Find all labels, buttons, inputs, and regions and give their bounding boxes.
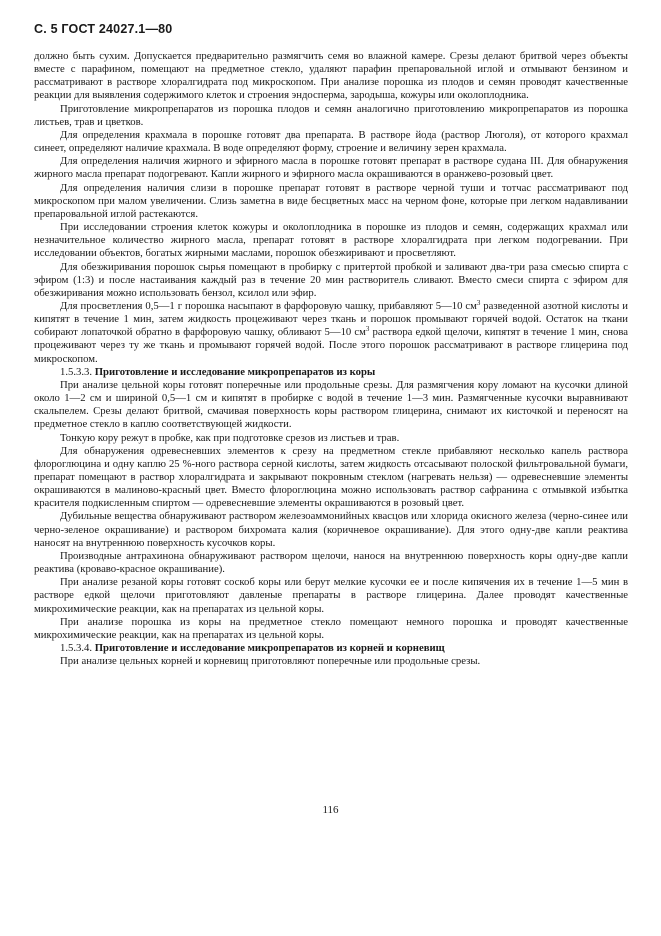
section-number: 1.5.3.3.: [60, 365, 93, 378]
section-heading: [34, 642, 628, 655]
document-body: [34, 50, 628, 668]
paragraph: Дубильные вещества обнаруживают раствором железоаммонийных квасцов или хлорида окисного железа (черно-синее или черно-зеленое окрашивание) и раствором бихромата калия (коричневое окрашивание). Для этого одну-две капли реактива наносят на внутреннюю поверхность кусочков коры.: [34, 510, 628, 549]
paragraph: Для определения наличия слизи в порошке препарат готовят в растворе черной туши и тотчас рассматривают под микроскопом при малом увеличении. Слизь заметна в виде бесцветных масс на черном фоне, которые при легком надавливании препаровальной иглой растекаются.: [34, 181, 628, 220]
page-header: С. 5 ГОСТ 24027.1—80: [34, 22, 173, 36]
section-heading: [34, 366, 628, 379]
superscript: 3: [476, 298, 481, 307]
paragraph: Для обнаружения одревесневших элементов к срезу на предметном стекле прибавляют несколько капель раствора флороглюцина и одну каплю 25 %-ного раствора серной кислоты, затем жидкость отсасывают полоской фильтровальной бумаги, препарат помещают в раствор хлоралгидрата и закрывают покровным стеклом (нагревать нельзя) — одревесневшие элементы окрашиваются в малиново-красный цвет. Вместо флороглюцина можно использовать раствор сафранина с отмывкой избытка красителя подкисленным спиртом — одревесневшие элементы окрашиваются в розовый цвет.: [34, 444, 628, 510]
paragraph: Приготовление микропрепаратов из порошка плодов и семян аналогично приготовлению микропрепаратов из порошка листьев, трав и цветков.: [34, 102, 628, 128]
paragraph-text: разведенной азотной кислоты и кипятят в течение 1 мин, затем жидкость процеживают через ткань и порошок промывают горячей водой. Остаток на ткани собирают лопаточкой обратно в фарфоровую чашку, обливают 5—10 см: [34, 299, 628, 339]
superscript: 3: [365, 325, 370, 334]
paragraph: Для определения наличия жирного и эфирного масла в порошке готовят препарат в растворе судана III. Для обнаружения жирного масла препарат подогревают. Капли жирного и эфирного масла окрашиваются в оранжево-розовый цвет.: [34, 155, 628, 181]
paragraph: должно быть сухим. Допускается предварительно размягчить семя во влажной камере. Срезы делают бритвой через объекты вместе с парафином, помещают на предметное стекло, удаляют парафин препаровальной иглой и отмывают бензином и рассматривают в растворе хлоралгидрата под микроскопом. При анализе порошка из плодов и семян проводят качественные реакции для выявления содержимого клеток и строения эндосперма, зародыша, кожуры или околоплодника.: [34, 50, 628, 102]
paragraph: При анализе цельных корней и корневищ приготовляют поперечные или продольные срезы.: [60, 655, 481, 668]
paragraph: Для определения крахмала в порошке готовят два препарата. В растворе йода (раствор Люголя), от которого крахмал синеет, определяют наличие крахмала. В воде определяют форму, строение и величину зерен крахмала.: [34, 128, 628, 155]
paragraph-text: раствора едкой щелочи, кипятят в течение 1 мин, снова процеживают через ту же ткань и промывают горячей водой. После этого порошок рассматривают в растворе глицерина под микроскопом.: [34, 326, 628, 365]
paragraph: При анализе порошка из коры на предметное стекло помещают немного порошка и проводят качественные микрохимические реакции, как на препаратах из цельной коры.: [34, 615, 628, 641]
paragraph: Для обезжиривания порошок сырья помещают в пробирку с притертой пробкой и заливают два-три раза смесью спирта с эфиром (1:3) и после настаивания каждый раз в течение 20 мин растворитель сливают. Вместо смеси спирта с эфиром для обезжиривания можно использовать бензол, ксилол или эфир.: [34, 260, 628, 299]
paragraph: Производные антрахинона обнаруживают раствором щелочи, нанося на внутреннюю поверхность коры одну-две капли реактива (кроваво-красное окрашивание).: [34, 549, 628, 576]
paragraph: При анализе цельной коры готовят поперечные или продольные срезы. Для размягчения кору ломают на кусочки длиной около 1—2 см и шириной 0,5—1 см и кипятят в пробирке с водой в течение 1—3 мин. Размягченные кусочки выравнивают скальпелем. Срезы делают бритвой, смачивая поверхность коры раствором глицерина, снимают их кисточкой и переносят на предметное стекло в каплю соответствующей жидкости.: [34, 378, 628, 431]
section-number: 1.5.3.4.: [60, 642, 93, 655]
section-title: Приготовление и исследование микропрепаратов из коры: [94, 365, 376, 378]
paragraph: Тонкую кору режут в пробке, как при подготовке срезов из листьев и трав.: [60, 431, 400, 444]
paragraph: При исследовании строения клеток кожуры и околоплодника в порошке из плодов и семян, содержащих крахмал или незначительное количество жирного масла, препарат готовят в растворе хлоралгидрата при легком подогревании. При исследовании объектов, богатых жирными маслами, порошок обезжиривают и просветляют.: [34, 221, 628, 260]
page-number: 116: [322, 804, 339, 816]
section-title: Приготовление и исследование микропрепаратов из корней и корневищ: [94, 642, 445, 655]
paragraph: [34, 300, 628, 366]
paragraph-text: Для просветления 0,5—1 г порошка насыпают в фарфоровую чашку, прибавляют 5—10 см: [60, 299, 477, 312]
paragraph: При анализе резаной коры готовят соскоб коры или берут мелкие кусочки ее и после кипячения их в течение 1—5 мин в растворе едкой щелочи приготовляют давленые препараты в растворе глицерина. Далее проводят качественные микрохимические реакции, как на препаратах из цельной коры.: [34, 576, 628, 615]
